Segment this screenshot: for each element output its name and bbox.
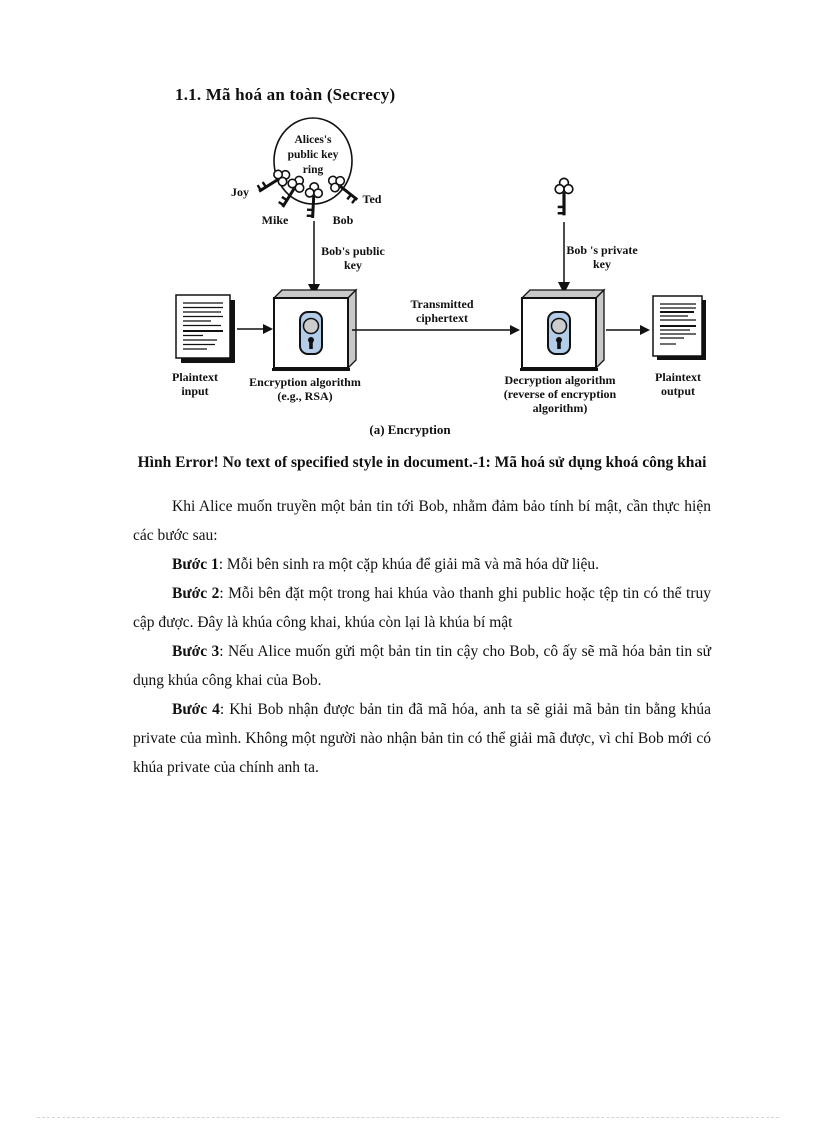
paragraph-intro — [133, 492, 711, 550]
paragraph-text: : Mỗi bên đặt một trong hai khúa vào thanh ghi public hoặc tệp tin có thể truy cập được. Đây là khúa công khai, khúa còn lại là khúa bí mật — [133, 585, 711, 631]
paragraph-text: : Nếu Alice muốn gửi một bản tin tin cậy cho Bob, cô ấy sẽ mã hóa bản tin sử dụng khúa công khai của Bob. — [133, 643, 711, 689]
paragraph-text: Khi Alice muốn truyền một bản tin tới Bob, nhằm đảm bảo tính bí mật, cần thực hiện các bước sau: — [133, 498, 711, 544]
ciphertext-arrow — [352, 325, 520, 335]
transmitted-ciphertext-label: Transmitted ciphertext — [410, 297, 474, 325]
plaintext-input-doc-icon — [176, 295, 235, 363]
paragraph-step-4 — [133, 695, 711, 782]
paragraph-step-1 — [133, 550, 711, 579]
paragraph-text: : Khi Bob nhận được bản tin đã mã hóa, anh ta sẽ giải mã bản tin bằng khúa private của mình. Không một người nào nhận bản tin có thể giải mã được, vì chỉ Bob mới có khúa private của chính anh ta. — [133, 701, 711, 776]
paragraph-lead: Bước 2 — [172, 585, 220, 602]
key-label-mike: Mike — [261, 213, 289, 227]
paragraph-step-2 — [133, 579, 711, 637]
bob-public-key-label: Bob's public key — [321, 244, 385, 272]
decryption-box — [520, 290, 604, 370]
plaintext-output-doc-icon — [653, 296, 706, 360]
paragraph-lead: Bước 3 — [172, 643, 220, 660]
paragraph-step-3 — [133, 637, 711, 695]
key-label-ted: Ted — [362, 192, 382, 206]
figure-caption: Hình Error! No text of specified style in document.-1: Mã hoá sử dụng khoá công khai — [137, 454, 707, 471]
output-arrow — [606, 325, 650, 335]
figure-part-label: (a) Encryption — [369, 422, 451, 437]
padlock-icon — [300, 312, 322, 354]
ring-label: Alices's public key ring — [287, 134, 339, 176]
paragraph-text: : Mỗi bên sinh ra một cặp khúa để giải mã và mã hóa dữ liệu. — [218, 556, 600, 573]
paragraph-lead: Bước 1 — [172, 556, 219, 573]
section-heading: 1.1. Mã hoá an toàn (Secrecy) — [175, 85, 396, 104]
bob-private-key-label: Bob 's private key — [566, 243, 638, 271]
encryption-algorithm-label: Encryption algorithm (e.g., RSA) — [249, 375, 361, 403]
private-key-icon — [555, 178, 573, 215]
decryption-algorithm-label: Decryption algorithm (reverse of encryption algorithm) — [503, 373, 617, 415]
encryption-box — [272, 290, 356, 370]
key-label-bob: Bob — [332, 213, 354, 227]
key-label-joy: Joy — [231, 185, 249, 199]
body-text — [133, 492, 711, 782]
plaintext-output-label: Plaintext output — [655, 370, 701, 398]
plaintext-input-label: Plaintext input — [172, 370, 218, 398]
input-arrow — [237, 324, 273, 334]
page-bottom-divider — [37, 1117, 779, 1118]
padlock-icon — [548, 312, 570, 354]
paragraph-lead: Bước 4 — [172, 701, 220, 718]
